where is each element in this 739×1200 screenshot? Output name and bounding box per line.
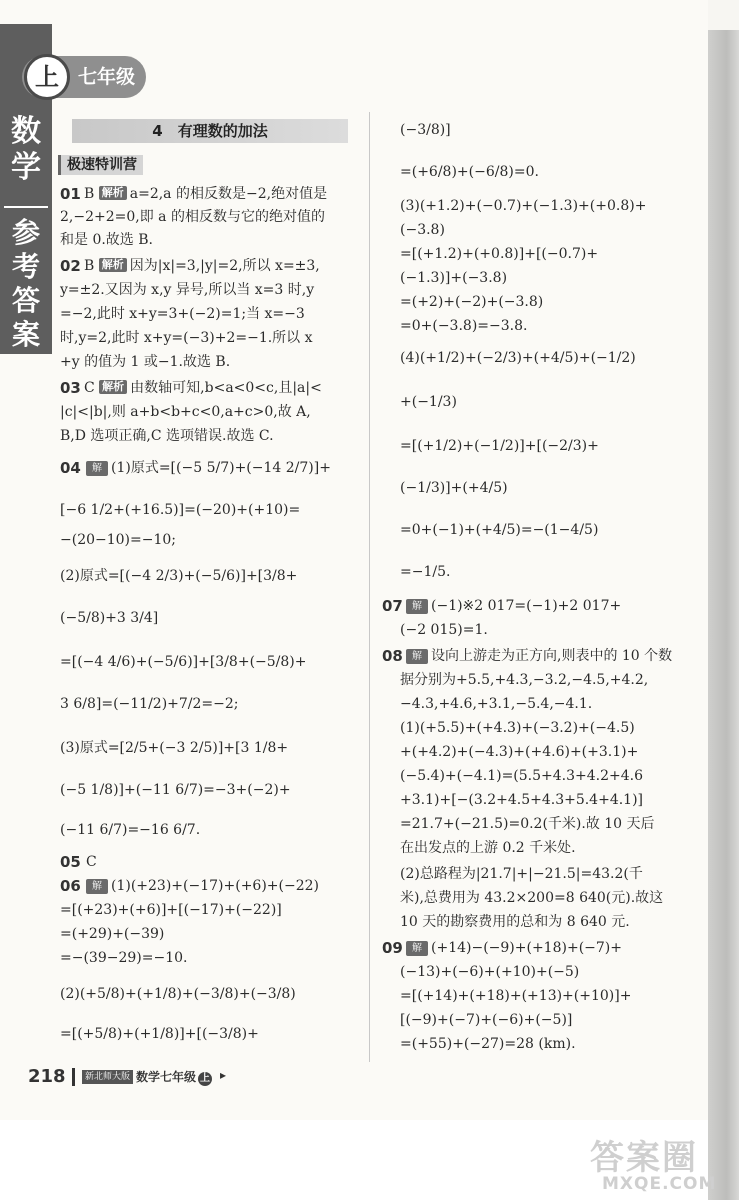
answer-text: 米),总费用为 43.2×200=8 640(元).故这 [400, 890, 664, 906]
answer-line [86, 876, 319, 896]
answer-text: =−(39−29)=−10. [60, 950, 188, 966]
question-number: 07 [382, 597, 403, 615]
book-title-text: 数学七年级 [136, 1070, 197, 1084]
sidebar-divider [4, 206, 48, 208]
answer-text: =(+55)+(−27)=28 (km). [400, 1036, 576, 1052]
next-arrow-icon: ▸ [220, 1068, 227, 1082]
answer-text: (4)(+1/2)+(−2/3)+(+4/5)+(−1/2) [400, 350, 636, 366]
answer-text: [(−9)+(−7)+(−6)+(−5)] [400, 1012, 573, 1028]
question-number: 01 [60, 185, 81, 203]
footer-divider [72, 1068, 75, 1086]
page-edge [708, 30, 739, 1200]
answer-text: +(−1/3) [400, 394, 457, 410]
training-tag: 极速特训营 [58, 155, 143, 175]
answer-line [406, 938, 622, 958]
answer-text: (−1/3)]+(+4/5) [400, 480, 508, 496]
answer-text: (−1.3)]+(−3.8) [400, 270, 508, 286]
answer-text: =[(+1.2)+(+0.8)]+[(−0.7)+ [400, 246, 599, 262]
analysis-badge: 解析 [99, 258, 127, 272]
answer-text: 10 天的勘察费用的总和为 8 640 元. [400, 914, 630, 930]
sidebar-subject: 数学 [11, 114, 41, 185]
answer-line [84, 378, 322, 398]
answer-text: (−5 1/8)]+(−11 6/7)=−3+(−2)+ [60, 782, 291, 798]
solution-icon: 解 [406, 649, 428, 664]
analysis-badge: 解析 [99, 186, 127, 200]
question-number: 09 [382, 939, 403, 957]
analysis-badge: 解析 [99, 380, 127, 394]
answer-text: 2,−2+2=0,即 a 的相反数与它的绝对值的 [60, 209, 325, 225]
answer-text: =[(+23)+(+6)]+[(−17)+(−22)] [60, 902, 282, 918]
solution-icon: 解 [86, 879, 108, 894]
answer-text: =21.7+(−21.5)=0.2(千米).故 10 天后 [400, 816, 655, 832]
answer-text: =(+29)+(−39) [60, 926, 165, 942]
answer-text: 和是 0.故选 B. [60, 232, 153, 248]
answer-text: +y 的值为 1 或−1.故选 B. [60, 354, 231, 370]
answer-text: (1)(+23)+(−17)+(+6)+(−22) [111, 878, 319, 894]
answer-text: (1)原式=[(−5 5/7)+(−14 2/7)]+ [111, 460, 331, 476]
question-number: 02 [60, 257, 81, 275]
answer-text: (1)(+5.5)+(+4.3)+(−3.2)+(−4.5) [400, 720, 635, 736]
question-number: 06 [60, 877, 81, 895]
answer-choice: C [86, 854, 97, 870]
answer-line [406, 646, 672, 666]
edition-badge: 新北师大版 [82, 1070, 133, 1084]
answer-text: =[(−4 4/6)+(−5/6)]+[3/8+(−5/8)+ [60, 654, 307, 670]
answer-text: 3 6/8]=(−11/2)+7/2=−2; [60, 696, 239, 712]
book-volume: 上 [200, 1073, 211, 1084]
answer-text: =−1/5. [400, 564, 451, 580]
answer-text: |c|<|b|,则 a+b<b+c<0,a+c>0,故 A, [60, 404, 311, 420]
answer-text: (−1)※2 017=(−1)+2 017+ [431, 598, 622, 614]
answer-text: +(+4.2)+(−4.3)+(+4.6)+(+3.1)+ [400, 744, 639, 760]
answer-line [406, 596, 621, 616]
watermark-url: MXQE.COM [602, 1174, 717, 1194]
section-title: 4 有理数的加法 [72, 119, 348, 143]
question-number: 04 [60, 459, 81, 477]
answer-text: a=2,a 的相反数是−2,绝对值是 [129, 186, 328, 202]
answer-text: (2)总路程为|21.7|+|−21.5|=43.2(千 [400, 866, 643, 882]
solution-icon: 解 [86, 461, 108, 476]
grade-label: 七年级 [78, 66, 136, 88]
answer-text: 因为|x|=3,|y|=2,所以 x=±3, [129, 258, 320, 274]
answer-text: [−6 1/2+(+16.5)]=(−20)+(+10)= [60, 502, 301, 518]
answer-text: (2)原式=[(−4 2/3)+(−5/6)]+[3/8+ [60, 568, 298, 584]
answer-text: (−5.4)+(−4.1)=(5.5+4.3+4.2+4.6 [400, 768, 644, 784]
answer-choice: C [84, 380, 95, 396]
answer-text: 时,y=2,此时 x+y=(−3)+2=−1.所以 x [60, 330, 313, 346]
answer-text: =−2,此时 x+y=3+(−2)=1;当 x=−3 [60, 306, 305, 322]
answer-text: =0+(−1)+(+4/5)=−(1−4/5) [400, 522, 599, 538]
answer-text: −4.3,+4.6,+3.1,−5.4,−4.1. [400, 696, 593, 712]
answer-line [86, 458, 331, 478]
question-number: 03 [60, 379, 81, 397]
answer-text: (−2 015)=1. [400, 622, 488, 638]
answer-text: (+14)−(−9)+(+18)+(−7)+ [431, 940, 622, 956]
answer-text: =(+6/8)+(−6/8)=0. [400, 164, 539, 180]
answer-text: (2)(+5/8)+(+1/8)+(−3/8)+(−3/8) [60, 986, 296, 1002]
answer-text: =[(+5/8)+(+1/8)]+[(−3/8)+ [60, 1026, 259, 1042]
answer-text: B,D 选项正确,C 选项错误.故选 C. [60, 428, 274, 444]
answer-text: (3)(+1.2)+(−0.7)+(−1.3)+(+0.8)+ [400, 198, 647, 214]
sidebar-answer-label: 参考答案 [11, 216, 40, 351]
answer-choice: B [84, 186, 95, 202]
answer-text: 据分别为+5.5,+4.3,−3.2,−4.5,+4.2, [400, 672, 649, 688]
answer-text: −(20−10)=−10; [60, 532, 177, 548]
question-number: 08 [382, 647, 403, 665]
answer-text: =(+2)+(−2)+(−3.8) [400, 294, 544, 310]
answer-text: (3)原式=[2/5+(−3 2/5)]+[3 1/8+ [60, 740, 289, 756]
solution-icon: 解 [406, 599, 428, 614]
answer-text: (−3.8) [400, 222, 445, 238]
answer-text: =[(+14)+(+18)+(+13)+(+10)]+ [400, 988, 632, 1004]
answer-text: =0+(−3.8)=−3.8. [400, 318, 528, 334]
answer-text: +3.1)+[−(3.2+4.5+4.3+5.4+4.1)] [400, 792, 644, 808]
answer-line [84, 184, 327, 204]
answer-text: (−11 6/7)=−16 6/7. [60, 822, 201, 838]
book-title [136, 1068, 212, 1086]
column-divider [369, 112, 370, 1062]
answer-text: 在出发点的上游 0.2 千米处. [400, 840, 576, 856]
answer-text: (−3/8)] [400, 122, 451, 138]
answer-line [84, 256, 320, 276]
watermark-logo-text: 答案圈 [590, 1138, 698, 1178]
answer-text: (−5/8)+3 3/4] [60, 610, 159, 626]
watermark [590, 1130, 730, 1196]
answer-text: 由数轴可知,b<a<0<c,且|a|< [130, 380, 322, 396]
page-number: 218 [28, 1066, 66, 1087]
answer-text: 设向上游走为正方向,则表中的 10 个数 [431, 648, 673, 664]
question-number: 05 [60, 853, 81, 871]
answer-text: =[(+1/2)+(−1/2)]+[(−2/3)+ [400, 438, 599, 454]
answer-choice: B [84, 258, 95, 274]
solution-icon: 解 [406, 941, 428, 956]
answer-text: (−13)+(−6)+(+10)+(−5) [400, 964, 580, 980]
answer-text: y=±2.又因为 x,y 异号,所以当 x=3 时,y [60, 282, 315, 298]
grade-volume-circle: 上 [24, 54, 70, 100]
